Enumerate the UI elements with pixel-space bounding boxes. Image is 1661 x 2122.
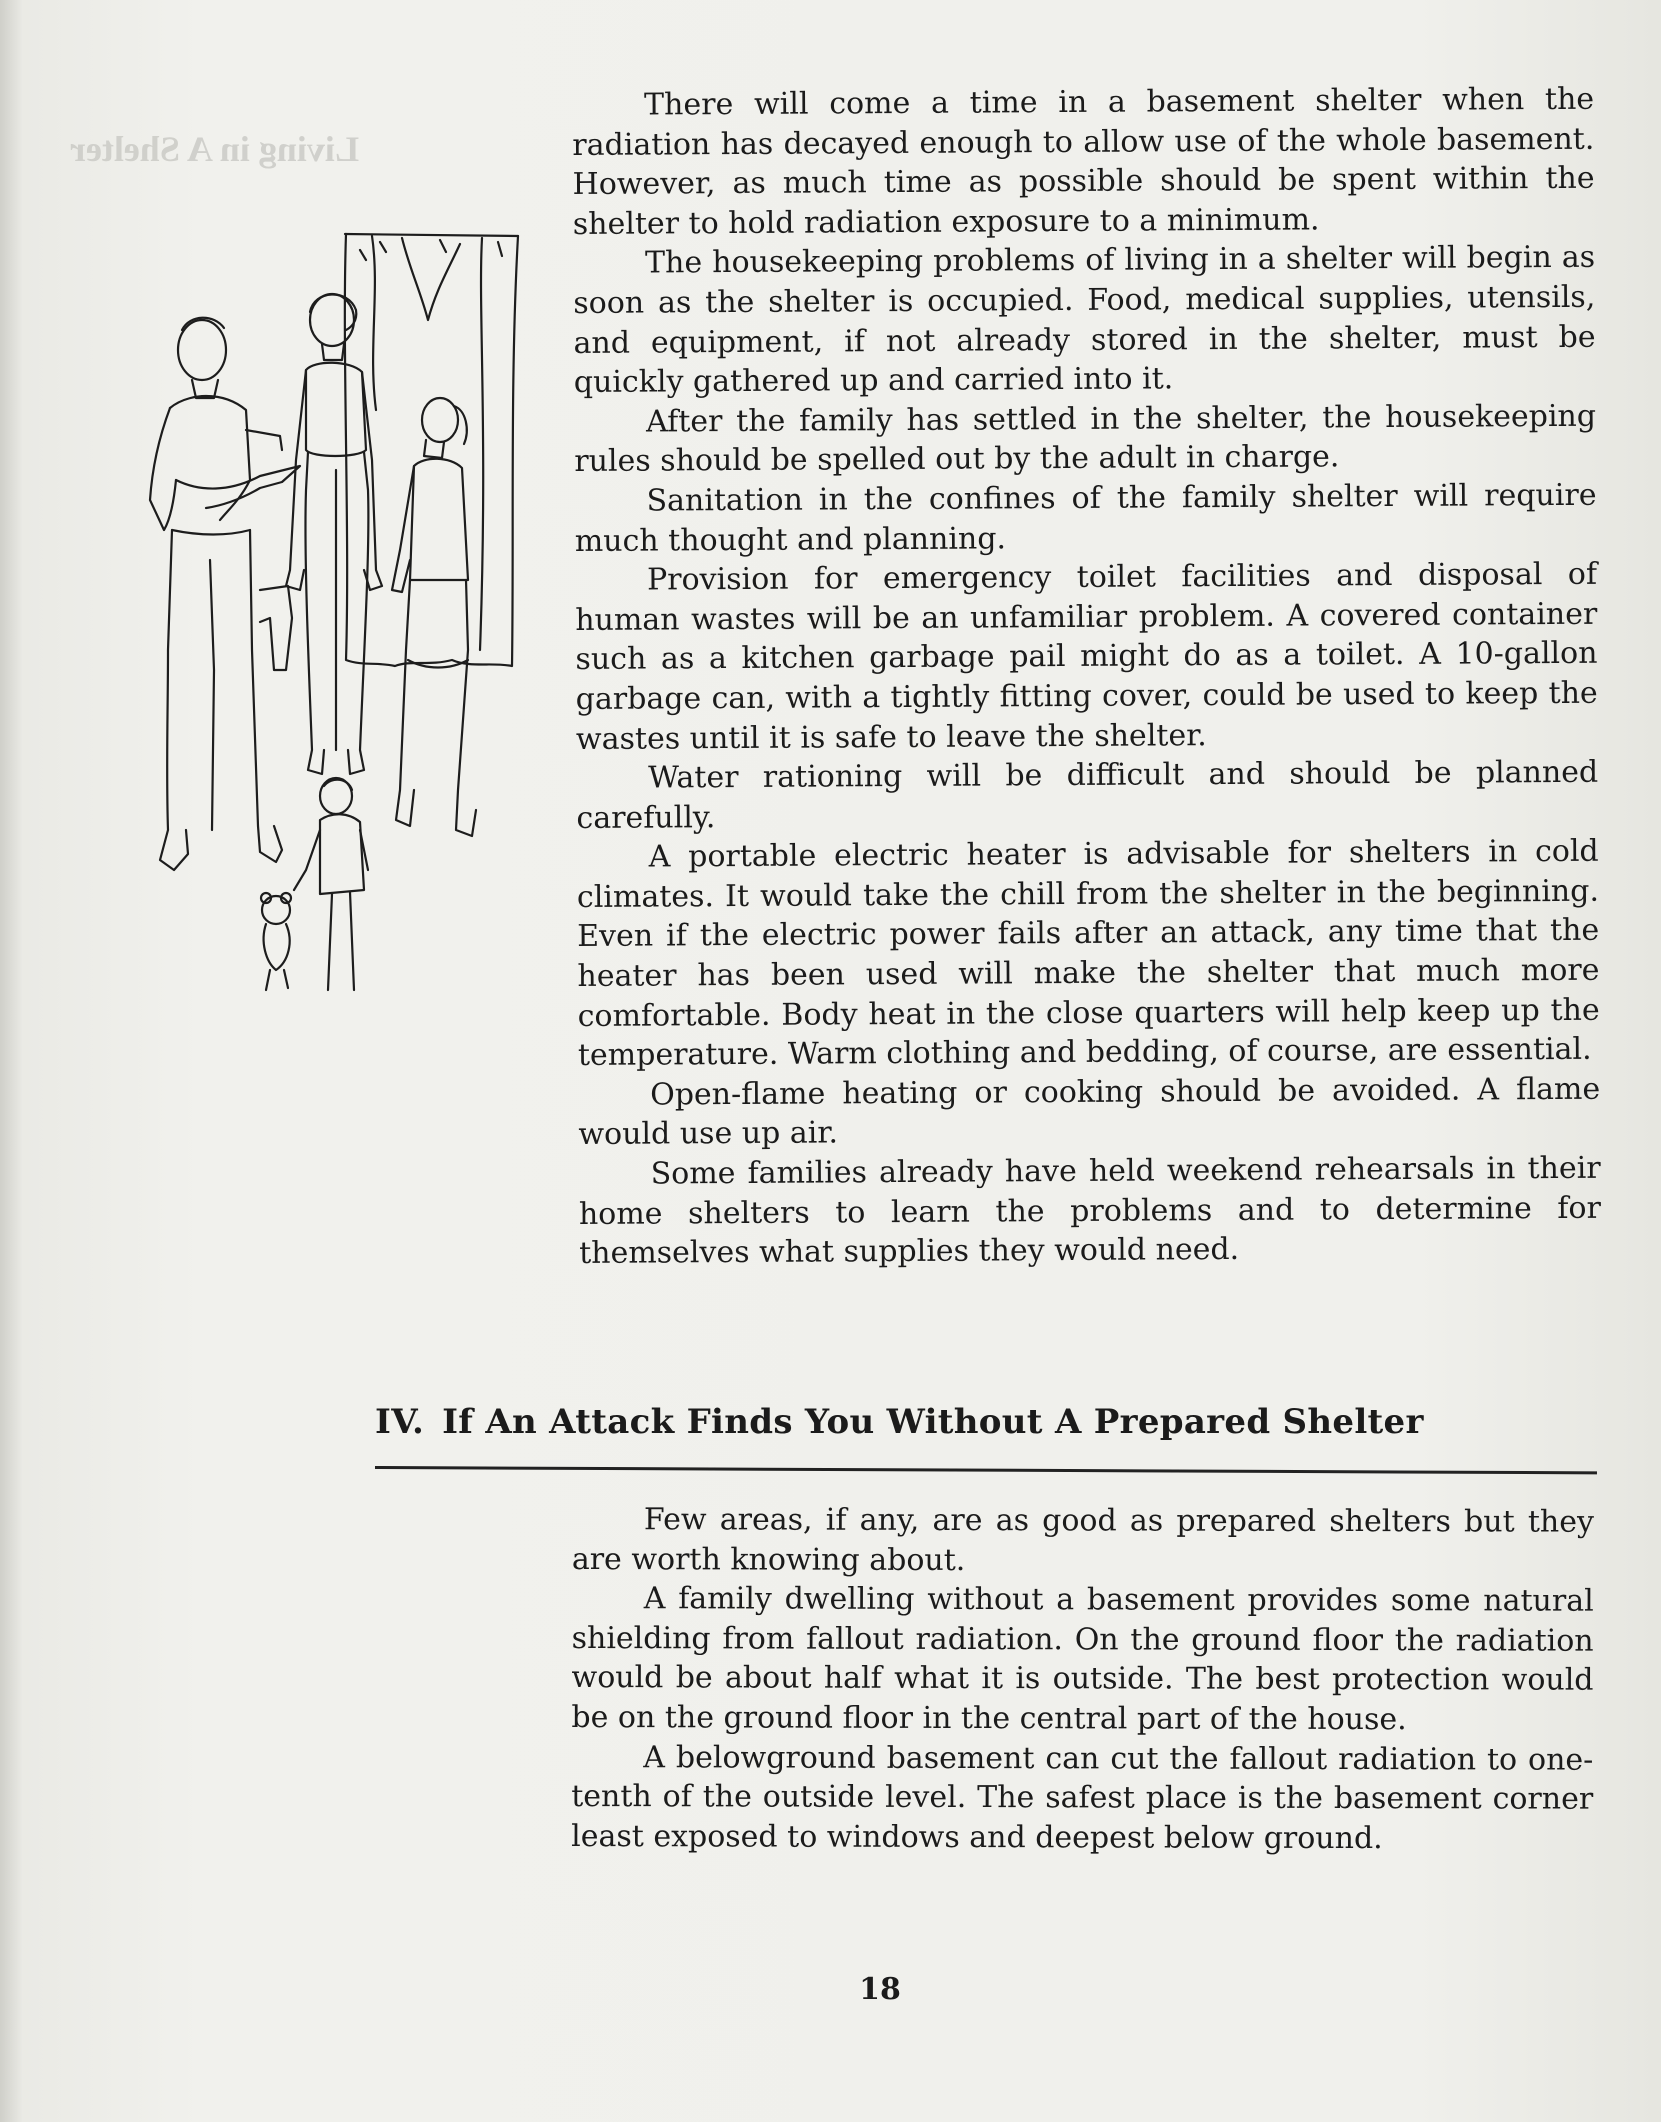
paragraph: Few areas, if any, are as good as prepared shelters but they are worth knowing about.: [571, 1502, 1594, 1578]
paragraph: Provision for emergency toilet facilities and disposal of human wastes will be an unfamiliar problem. A covered container such as a kitchen garbage pail might do as a toilet. A 10-gallon garbage can, with a tightly fitting cover, could be used to keep the wastes until it is safe to leave the shelter.: [575, 556, 1598, 757]
page-number: 18: [859, 1972, 901, 2007]
section-number: IV.: [375, 1402, 425, 1442]
page-edge: [0, 0, 22, 2122]
body-text-lower: [571, 1500, 1594, 1859]
paragraph: A family dwelling without a basement provides some natural shielding from fallout radiation. On the ground floor the radiation would be about half what it is outside. The best protection would be on the ground floor in the central part of the house.: [571, 1581, 1594, 1738]
family-in-shelter-icon: [110, 230, 530, 1040]
bleed-through-title: Living in A Shelter: [70, 129, 360, 169]
paragraph: Sanitation in the confines of the family shelter will require much thought and planning.: [574, 477, 1597, 559]
paragraph: Some families already have held weekend rehearsals in their home shelters to learn the problems and to determine for themselves what supplies they would need.: [578, 1150, 1601, 1272]
paragraph: A belowground basement can cut the fallout radiation to one-tenth of the outside level. The safest place is the basement corner least exposed to windows and deepest below ground.: [571, 1739, 1594, 1856]
paragraph: After the family has settled in the shelter, the housekeeping rules should be spelled out by the adult in charge.: [574, 398, 1597, 480]
paragraph: Open-flame heating or cooking should be avoided. A flame would use up air.: [578, 1071, 1601, 1153]
paragraph: A portable electric heater is advisable for shelters in cold climates. It would take the chill from the shelter in the beginning. Even if the electric power fails after an attack, any time that the heater has been used will make the shelter that much more comfortable. Body heat in the close quarters will help keep up the temperature. Warm clothing and bedding, of course, are essential.: [576, 834, 1600, 1074]
heading-rule: [375, 1466, 1597, 1474]
body-text-upper: [572, 80, 1601, 1274]
paragraph: There will come a time in a basement shelter when the radiation has decayed enough to allow use of the whole basement. However, as much time as possible should be spent within the shelter to hold radiation exposure to a minimum.: [572, 81, 1595, 242]
paragraph: The housekeeping problems of living in a shelter will begin as soon as the shelter is occupied. Food, medical supplies, utensils, and equipment, if not already stored in the shelter, must be quickly gathered up and carried into it.: [573, 240, 1596, 401]
section-title: If An Attack Finds You Without A Prepared Shelter: [442, 1402, 1424, 1442]
section-heading: [375, 1402, 1565, 1442]
paragraph: Water rationing will be difficult and should be planned carefully.: [576, 754, 1599, 836]
